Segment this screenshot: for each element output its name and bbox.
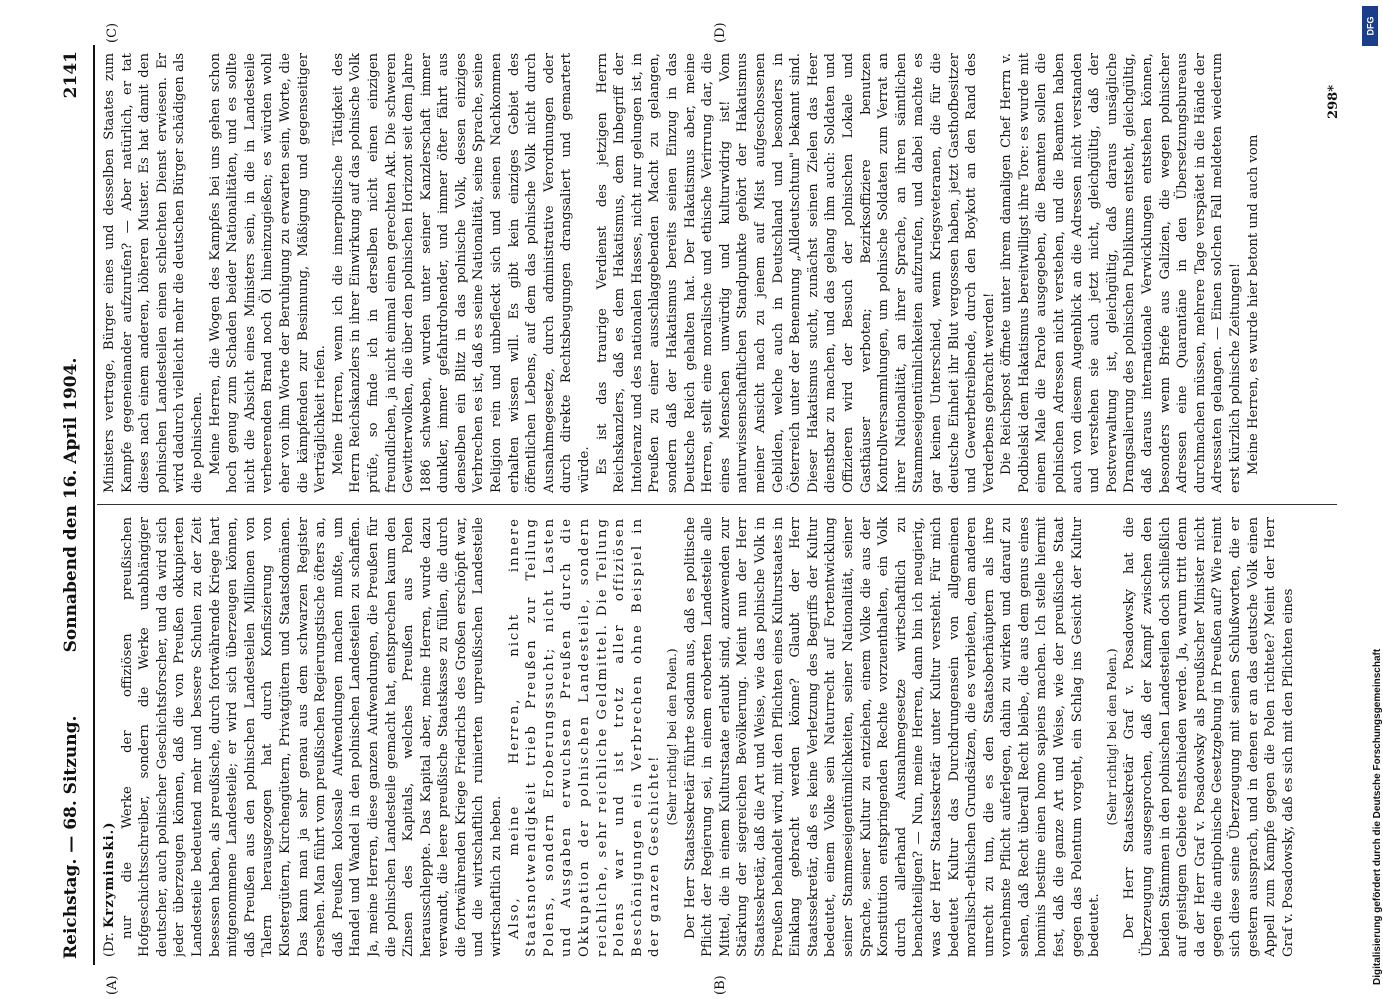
paragraph: Ministers vertrage, Bürger eines und desselben Staates zum Kampfe gegeneinander aufzurufen? — Aber natürlich, er tat dieses nach einem anderen, höheren Muster. Es hat damit den polnischen Landesteilen einen schlechten Dienst erwiesen. Er wird dadurch vielleicht mehr die deutschen Bürger schädigen als die polnischen. — [102, 53, 205, 493]
paragraph: Die Reichspost öffnete unter ihrem damaligen Chef Herrn v. Podbielski dem Hakatismus bereitwilligst ihre Tore: es wurde mit einem Male die Parole ausgegeben, die Beamten sollen die polnischen Adressen nicht verstehen, und die Beamten haben auch von diesem Augenblick an die Adressen nicht verstanden und verstehen sie auch jetzt nicht, gleichgültig, daß der Postverwaltung ist, gleichgültig, daß daraus unsägliche Drangsalierung des polnischen Publikums entsteht, gleichgültig, daß daraus internationale Verwicklungen entstehen können, besonders wenn Briefe aus Galizien, die wegen polnischer Adressen eine Quarantäne in den Übersetzungsbureaus durchmachen müssen, mehrere Tage verspätet in die Hände der Adressaten gelangen. — Einen solchen Fall meldeten wiederum erst kürzlich polnische Zeitungen! — [999, 53, 1243, 493]
interjection: (Sehr richtig! bei den Polen.) — [665, 648, 679, 826]
paragraph: Meine Herren, wenn ich die innerpolitische Tätigkeit des Herrn Reichskanzlers in ihrer Einwirkung auf das polnische Volk prüfe, so finde ich in derselben nicht einen einzigen freundlichen, ja nicht einmal einen gerechten Akt. Die schweren Gewitterwolken, die über den polnischen Horizont seit dem Jahre 1886 schweben, wurden unter seiner Kanzlerschaft immer dunkler, immer gefahrdrohender, und immer öfter fährt aus denselben ein Blitz in das polnische Volk, dessen einziges Verbrechen es ist, daß es seine Nationalität, seine Sprache, seine Religion rein und unbefleckt sich und seinen Nachkommen erhalten wissen will. Es gibt kein einziges Gebiet des öffentlichen Lebens, auf dem das polnische Volk nicht durch Ausnahmegesetze, durch administrative Verordnungen oder durch direkte Rechtsbeugungen drangsaliert und gemartert würde. — [330, 53, 593, 493]
right-column — [101, 53, 1331, 493]
margin-marker-a: (A) — [105, 975, 120, 995]
margin-marker-b: (B) — [713, 975, 728, 995]
page-header — [53, 45, 93, 965]
digitization-attribution: Digitalisierung gefördert durch die Deutsche Forschungsgemeinschaft — [1372, 648, 1383, 985]
speaker-line — [101, 517, 119, 957]
speaker-prefix: (Dr. — [102, 932, 117, 957]
rotated-page — [53, 22, 1343, 995]
header-left: Reichstag. — 68. Sitzung. — [61, 715, 81, 959]
column-divider — [97, 504, 1337, 505]
interjection: (Sehr richtig! bei den Polen.) — [1104, 648, 1119, 826]
paragraph: Der Herr Staatssekretär führte sodann aus, daß es politische Pflicht der Regierung sei, in einem eroberten Landesteile alle Mittel, die in einem Kulturstaate erlaubt sind, anzuwenden zur Stärkung der siegreichen Bevölkerung. Meint nun der Herr Staatssekretär, daß die Art und Weise, wie das polnische Volk in Preußen behandelt wird, mit den Pflichten eines Kulturstaates in Einklang gebracht werden könne? Glaubt der Herr Staatssekretär, daß es keine Verletzung des Begriffs der Kultur bedeutet, einem Volke sein Naturrecht auf Fortentwicklung seiner Stammeseigentümlichkeiten, seiner Nationalität, seiner Sprache, seiner Kultur zu entziehen, einem Volke die aus der Konstitution entspringenden Rechte vorzuenthalten, ein Volk durch allerhand Ausnahmegesetze wirtschaftlich zu benachteiligen? — Nun, meine Herren, dann bin ich neugierig, was der Herr Staatssekretär unter Kultur versteht. Für mich bedeutet Kultur das Durchdrungensein von allgemeinen moralisch-ethischen Grundsätzen, die es verbieten, dem anderen unrecht zu tun, die es den Staatsoberhäuptern als ihre vornehmste Pflicht auferlegen, dahin zu wirken und darauf zu sehen, daß Recht überall Recht bleibe, die aus dem genus eines hominis bestine einen homo sapiens machen. Ich stelle hiermit fest, daß die ganze Art und Weise, wie der preußische Staat gegen das Polentum vorgeht, ein Schlag ins Gesicht der Kultur bedeutet. — [682, 517, 1103, 957]
logo-text: DFG — [1365, 16, 1375, 36]
paragraph: nur die Werke der offiziösen preußischen Hofgeschichtsschreiber, sondern die Werke unabhängiger deutscher, auch polnischer Geschichtsforscher, und da wird sich jeder überzeugen können, daß die von Preußen okkupierten Landesteile bedeutend mehr und bessere Schulen zu der Zeit besessen haben, als preußische, durch fortwährende Kriege hart mitgenommene Landesteile; er wird sich überzeugen können, daß Preußen aus den polnischen Landesteilen Millionen von Talern herausgezogen hat durch Konfiszierung von Klostergütern, Kirchengütern, Privatgütern und Staatsdomänen. Das kann man ja sehr genau aus dem schwarzen Register ersehen. Man führt vom preußischen Regierungstische öfters an, daß Preußen kolossale Aufwendungen machen mußte, um Handel und Wandel in den polnischen Landesteilen zu schaffen. Ja, meine Herren, diese ganzen Aufwendungen, die Preußen für die polnischen Landesteile gemacht hat, entsprechen kaum den Zinsen des Kapitals, welches Preußen aus Polen herausschleppte. Das Kapital aber, meine Herren, wurde dazu verwandt, die leere preußische Staatskasse zu füllen, die durch die fortwährenden Kriege Friedrichs des Großen erschöpft war, und die wirtschaftlich ruinierten urpreußischen Landesteile wirtschaftlich zu heben. — [119, 517, 505, 957]
margin-marker-d: (D) — [713, 22, 728, 43]
speaker-name: Krzyminski.) — [102, 821, 117, 929]
sheet-number: 298* — [1326, 85, 1341, 119]
paragraph: Meine Herren, es wurde hier betont und auch vom — [1245, 134, 1261, 475]
paragraph: Es ist das traurige Verdienst des jetzigen Herrn Reichskanzlers, daß es dem Hakatismus, dem Inbegriff der Intoleranz und des nationalen Hasses, nicht nur gelungen ist, in Preußen zu einer ausschlaggebenden Macht zu gelangen, sondern daß der Hakatismus bereits seinen Einzug in das Deutsche Reich gehalten hat. Der Hakatismus aber, meine Herren, stellt eine moralische und ethische Verirrung dar, die eines Menschen unwürdig und kulturwidrig ist! Vom naturwissenschaftlichen Standpunkte gehört der Hakatismus meiner Ansicht nach zu jenem auf Mist aufgeschossenen Gebilden, welche auch in Deutschland und besonders in Österreich unter der Benennung „Alldeutschtum" bekannt sind. Dieser Hakatismus sucht, zunächst seinen Zielen das Heer dienstbar zu machen, und das gelang ihm auch: Soldaten und Offizieren wird der Besuch der polnischen Lokale und Gasthäuser verboten; Bezirksoffiziere benutzen Kontrollversammlungen, um polnische Soldaten zum Verrat an ihrer Nationalität, an ihrer Sprache, an ihren sämtlichen Stammeseigentümlichkeiten aufzurufen, und dabei machte es gar keinen Unterschied, wenn Kriegsveteranen, die für die deutsche Einheit ihr Blut vergossen haben, jetzt Gasthofbesitzer und Gewerbetreibende, durch den Boykott an den Rand des Verderbens gebracht werden! — [594, 53, 997, 493]
paragraph: Der Herr Staatssekretär Graf v. Posadowsky hat die Überzeugung ausgesprochen, daß der Kampf zwischen den beiden Stämmen in den polnischen Landesteilen doch schließlich auf geistigem Gebiete entschieden werde. Ja, warum tritt denn da der Herr Graf v. Posadowsky als preußischer Minister nicht gegen die antipolnische Gesetzgebung in Preußen auf? Wie reimt sich diese seine Überzeugung mit seinen Schlußworten, die er gestern aussprach, und in denen er an das deutsche Volk einen Appell zum Kampfe gegen die Polen richtete? Meint der Herr Graf v. Posadowsky, daß es sich mit den Pflichten eines — [1122, 517, 1296, 957]
paragraph: Meine Herren, die Wogen des Kampfes bei uns gehen schon hoch genug zum Schaden beider Nationalitäten, und es sollte nicht die Absicht eines Ministers sein, in die in Landesteile verheerenden Brand noch Öl hineinzugießen; es würden wohl eher von ihm Worte der Beruhigung zu erwarten sein, Worte, die die kämpfenden zur Besinnung, Mäßigung und gegenseitiger Verträglichkeit riefen. — [207, 53, 329, 493]
margin-marker-c: (C) — [105, 22, 120, 43]
header-date: Sonnabend den 16. April 1904. — [61, 357, 81, 653]
dfg-logo — [1362, 6, 1378, 46]
paragraph: Also, meine Herren, nicht innere Staatsnotwendigkeit trieb Preußen zur Teilung Polens, sondern Eroberungssucht; nicht Lasten und Ausgaben erwuchsen Preußen durch die Okkupation der polnischen Landesteile, sondern reichliche, sehr reichliche Geldmittel. Die Teilung Polens war und ist trotz aller offiziösen Beschönigungen ein Verbrechen ohne Beispiel in der ganzen Geschichte! — [506, 517, 663, 957]
header-rule — [93, 45, 95, 965]
left-column — [101, 517, 1331, 957]
page-number: 2141 — [61, 51, 81, 99]
